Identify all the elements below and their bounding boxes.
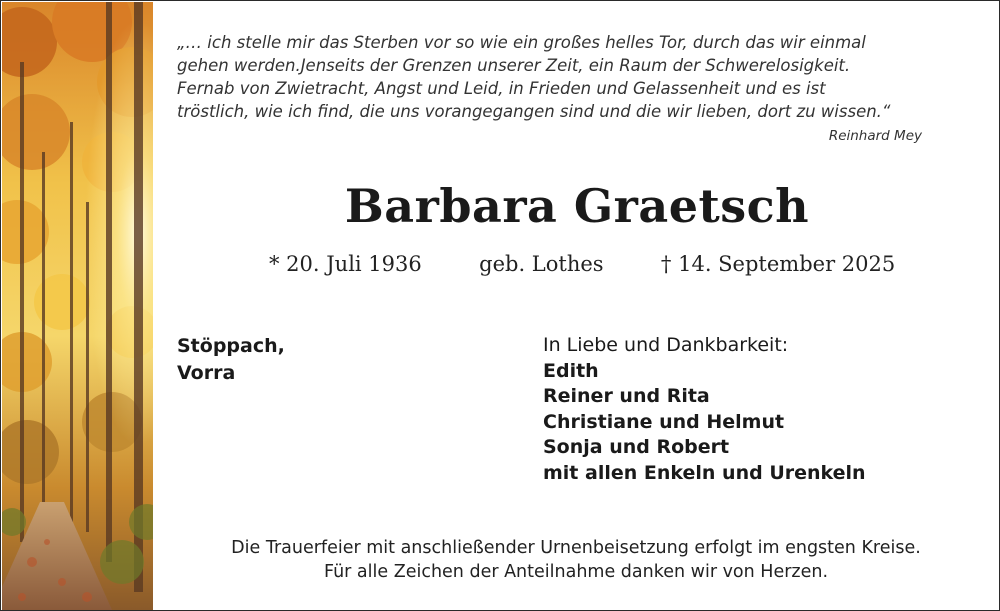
- mourners-intro: In Liebe und Dankbarkeit:: [543, 334, 789, 356]
- maiden-name: geb. Lothes: [479, 252, 604, 276]
- mourner-name: Christiane und Helmut: [543, 410, 785, 433]
- mourner-name: Reiner und Rita: [543, 385, 710, 407]
- quote-line: „… ich stelle mir das Sterben vor so wie ein großes helles Tor, durch das wir einmal: [177, 33, 866, 52]
- quote-line: gehen werden.Jenseits der Grenzen unserer Zeit, ein Raum der Schwerelosigkeit.: [177, 56, 851, 75]
- mourner-name: mit allen Enkeln und Urenkeln: [543, 461, 866, 484]
- place-of-residence: [177, 333, 285, 387]
- funeral-notice-footer: [153, 536, 999, 584]
- deceased-name: Barbara Graetsch: [344, 179, 810, 233]
- quote-author: Reinhard Mey: [828, 128, 922, 144]
- place-line: Vorra: [177, 362, 236, 384]
- life-dates: [269, 252, 895, 276]
- mourners-list: [543, 333, 866, 486]
- death-date: † 14. September 2025: [660, 252, 896, 276]
- autumn-forest-path-photo: [2, 2, 153, 610]
- birth-date: * 20. Juli 1936: [269, 252, 422, 276]
- mourner-name: Sonja und Robert: [543, 436, 730, 458]
- place-line: Stöppach,: [177, 335, 285, 357]
- quote-line: Fernab von Zwietracht, Angst und Leid, in Frieden und Gelassenheit und es ist: [177, 79, 826, 98]
- footer-line: Die Trauerfeier mit anschließender Urnenbeisetzung erfolgt im engsten Kreise.: [231, 538, 921, 558]
- quote-line: tröstlich, wie ich find, die uns vorangegangen sind und die wir lieben, dort zu wissen.“: [177, 102, 891, 121]
- epitaph-quote: [177, 31, 977, 123]
- footer-line: Für alle Zeichen der Anteilnahme danken wir von Herzen.: [323, 562, 829, 582]
- mourner-name: Edith: [543, 359, 599, 382]
